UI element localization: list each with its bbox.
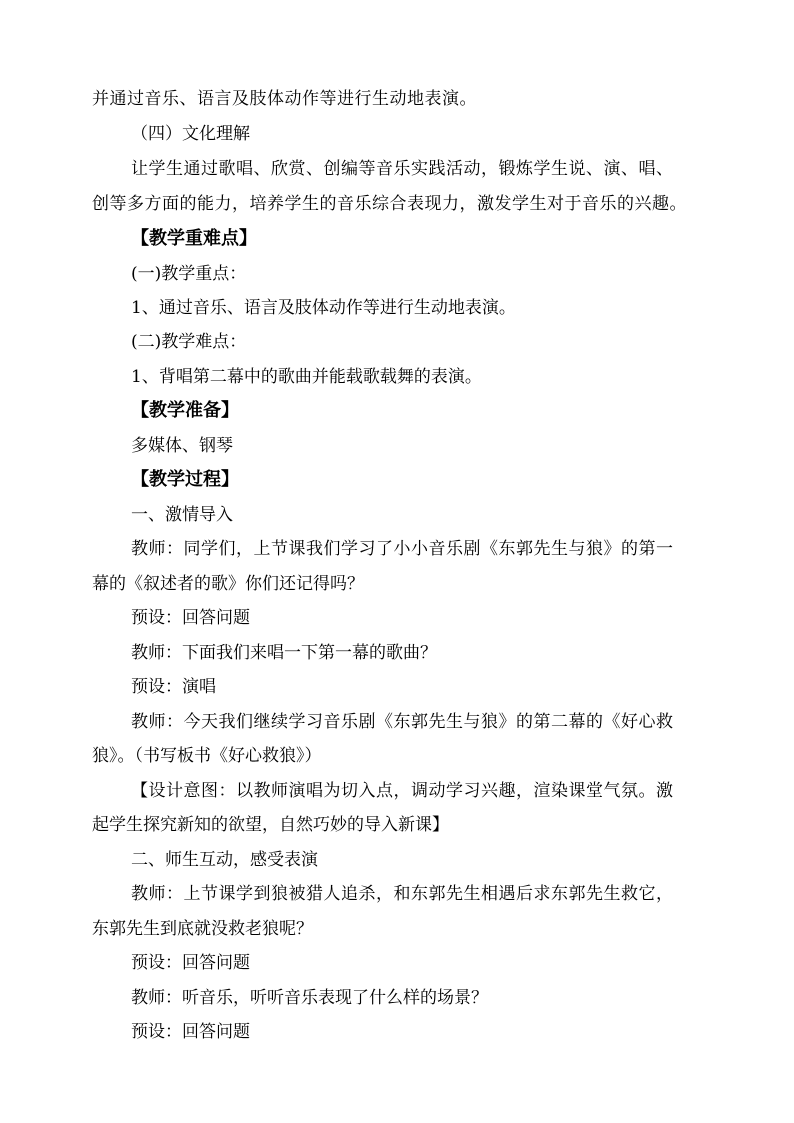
section-heading: （四）文化理解: [131, 124, 250, 144]
text-line: 预设：回答问题: [131, 1022, 250, 1042]
text-line: 预设：回答问题: [131, 953, 250, 973]
text-line: 创等多方面的能力，培养学生的音乐综合表现力，激发学生对于音乐的兴趣。: [92, 194, 687, 214]
text-line: 预设：演唱: [131, 677, 216, 697]
bracket-heading: 【教学过程】: [131, 469, 239, 490]
text-line: 多媒体、钢琴: [131, 436, 233, 456]
text-line: 东郭先生到底就没救老狼呢？: [92, 919, 313, 939]
bracket-heading: 【教学重难点】: [131, 228, 257, 249]
text-line: 1、通过音乐、语言及肢体动作等进行生动地表演。: [131, 298, 516, 318]
text-line: 教师：今天我们继续学习音乐剧《东郭先生与狼》的第二幕的《好心救: [131, 712, 674, 732]
text-line: 让学生通过歌唱、欣赏、创编等音乐实践活动，锻炼学生说、演、唱、: [131, 159, 674, 179]
design-intent: 起学生探究新知的欲望，自然巧妙的导入新课】: [92, 815, 449, 835]
subheading: (一)教学重点：: [131, 264, 247, 284]
text-line: 教师：同学们，上节课我们学习了小小音乐剧《东郭先生与狼》的第一: [131, 539, 674, 559]
section-heading: 二、师生互动，感受表演: [131, 850, 318, 870]
subheading: (二)教学难点：: [131, 332, 247, 352]
text-line: 预设：回答问题: [131, 608, 250, 628]
design-intent: 【设计意图：以教师演唱为切入点，调动学习兴趣，渲染课堂气氛。激: [131, 781, 674, 801]
text-line: 1、背唱第二幕中的歌曲并能载歌载舞的表演。: [131, 367, 482, 387]
text-line: 教师：听音乐，听听音乐表现了什么样的场景？: [131, 988, 488, 1008]
text-line: 教师：上节课学到狼被猎人追杀，和东郭先生相遇后求东郭先生救它，: [131, 884, 674, 904]
text-line: 幕的《叙述者的歌》你们还记得吗？: [92, 574, 364, 594]
text-line: 并通过音乐、语言及肢体动作等进行生动地表演。: [92, 89, 477, 109]
text-line: 教师：下面我们来唱一下第一幕的歌曲？: [131, 643, 437, 663]
text-line: 狼》。（书写板书《好心救狼》）: [92, 746, 322, 766]
section-heading: 一、激情导入: [131, 505, 233, 525]
bracket-heading: 【教学准备】: [131, 400, 239, 421]
